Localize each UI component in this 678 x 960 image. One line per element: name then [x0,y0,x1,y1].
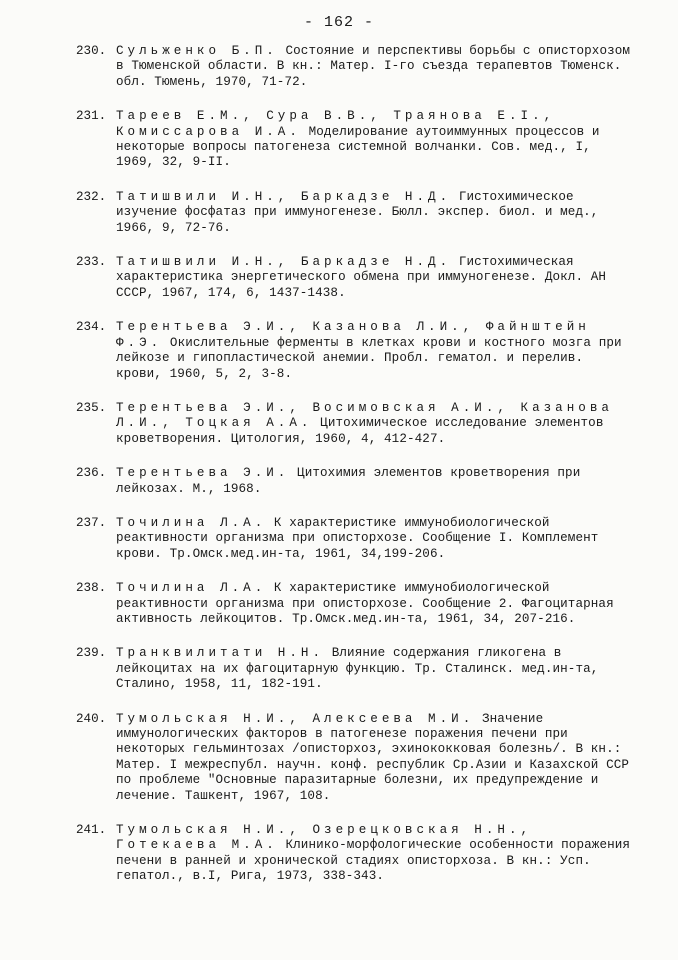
entry-text [76,109,636,171]
entry-authors: Терентьева Э.И., Казанова Л.И., Файнштейн Ф.Э. [116,320,590,350]
entry-authors: Тумольская Н.И., Алексеева М.И. [116,711,475,726]
entry-text [76,581,636,627]
bibliography-entry [76,401,636,447]
entry-title: Окислительные ферменты в клетках крови и костного мозга при лейкозе и гипопластической анемии. Пробл. гематол. и перелив. крови, 1960, 5, 2, 3-8. [116,335,622,381]
entry-text [76,516,636,562]
entry-number: 233. [76,255,107,270]
entry-authors: Транквилитати Н.Н. [116,646,325,661]
bibliography-entry [76,823,636,885]
bibliography-entry [76,646,636,692]
entry-title: К характеристике иммунобиологической реактивности организма при описторхозе. Сообщение I. Комплемент крови. Тр.Омск.мед.ин-та, 1961, 34,199-206. [116,515,599,561]
entry-authors: Татишвили И.Н., Баркадзе Н.Д. [116,255,452,270]
entry-text [76,190,636,236]
entry-title: Значение иммунологических факторов в патогенезе поражения печени при некоторых гельминтозах /описторхоз, эхинококковая болезнь/. В кн.: Матер. I межреспубл. научн. конф. республик Ср.Азии и Казахской ССР по проблеме "Основные паразитарные болезни, их предупреждение и лечение. Ташкент, 1967, 108. [116,711,630,803]
entry-text [76,823,636,885]
entry-number: 240. [76,711,107,726]
page-number: - 162 - [303,14,374,31]
entry-text [76,255,636,301]
entry-number: 231. [76,109,107,124]
entry-number: 239. [76,646,107,661]
entry-title: Моделирование аутоиммунных процессов и некоторые вопросы патогенеза системной волчанки. Сов. мед., I, 1969, 32, 9-II. [116,124,600,170]
bibliography-entry [76,581,636,627]
bibliography-list [76,44,636,904]
entry-title: Цитохимическое исследование элементов кроветворения. Цитология, 1960, 4, 412-427. [116,416,604,446]
entry-authors: Точилина Л.А. [116,581,267,596]
entry-number: 232. [76,189,107,204]
entry-authors: Точилина Л.А. [116,515,267,530]
entry-title: Гистохимическая характеристика энергетического обмена при иммуногенезе. Докл. АН СССР, 1967, 174, 6, 1437-1438. [116,255,607,300]
entry-text [76,466,636,497]
bibliography-entry [76,255,636,301]
entry-authors: Тумольская Н.И., Озерецковская Н.Н., Готекаева М.А. [116,823,533,853]
entry-number: 236. [76,466,107,481]
entry-number: 234. [76,320,107,335]
entry-title: Клинико-морфологические особенности поражения печени в ранней и хронической стадиях описторхоза. В кн.: Усп. гепатол., в.I, Рига, 1973, 338-343. [116,838,631,884]
entry-authors: Татишвили И.Н., Баркадзе Н.Д. [116,189,452,204]
entry-number: 235. [76,400,107,415]
entry-text [76,320,636,382]
entry-title: Влияние содержания гликогена в лейкоцитах на их фагоцитарную функцию. Тр. Сталинск. мед.ин-та, Сталино, 1958, 11, 182-191. [116,646,599,692]
entry-authors: Терентьева Э.И., Восимовская А.И., Казанова Л.И., Тоцкая А.А. [116,400,613,431]
bibliography-entry [76,44,636,90]
bibliography-entry [76,320,636,382]
entry-number: 237. [76,515,107,530]
entry-title: Цитохимия элементов кроветворения при лейкозах. М., 1968. [116,466,581,496]
entry-text [76,44,636,90]
bibliography-entry [76,190,636,236]
entry-title: Состояние и перспективы борьбы с описторхозом в Тюменской области. В кн.: Матер. I-го съезда терапевтов Тюменск. обл. Тюмень, 1970, 71-72. [116,44,631,89]
entry-authors: Терентьева Э.И. [116,466,290,481]
bibliography-entry [76,109,636,171]
bibliography-entry [76,466,636,497]
entry-number: 241. [76,823,107,838]
entry-number: 238. [76,581,107,596]
entry-number: 230. [76,44,107,58]
entry-title: Гистохимическое изучение фосфатаз при иммуногенезе. Бюлл. экспер. биол. и мед., 1966, 9, 72-76. [116,189,599,235]
bibliography-entry [76,516,636,562]
bibliography-entry [76,712,636,804]
entry-text [76,712,636,804]
entry-title: К характеристике иммунобиологической реактивности организма при описторхозе. Сообщение 2. Фагоцитарная активность лейкоцитов. Тр.Омск.мед.ин-та, 1961, 34, 207-216. [116,581,614,626]
entry-text [76,401,636,447]
entry-authors: Сульженко Б.П. [116,44,278,58]
entry-authors: Тареев Е.М., Сура В.В., Траянова Е.I., Комиссарова И.А. [116,109,556,139]
entry-text [76,646,636,692]
